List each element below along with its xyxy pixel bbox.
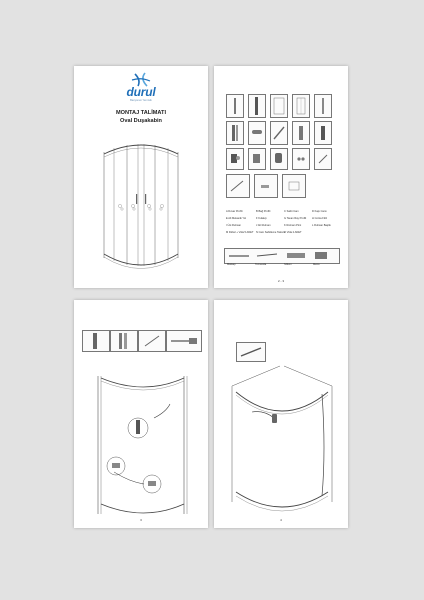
page-number: 2 - 3 xyxy=(277,279,284,283)
fixed-glass-icon xyxy=(271,95,287,117)
roller-pin-icon xyxy=(227,149,243,169)
legend-item: H Conta Fitili xyxy=(312,217,327,220)
tool-label: Silikon xyxy=(284,263,292,266)
part-box-b xyxy=(248,94,266,118)
parts-page xyxy=(214,66,348,288)
part-box-j xyxy=(314,121,332,145)
bottom-track-icon xyxy=(315,95,331,117)
page-number: 4 xyxy=(280,518,282,522)
legend-item: B Bağ Profili xyxy=(256,210,271,213)
legend-item: K Rulman Pimi xyxy=(284,224,302,227)
lower-roller-icon xyxy=(315,122,331,144)
legend-item: L Rulman Başlık xyxy=(312,224,331,227)
legend-item: M Dübel + Vida 5 ADET xyxy=(226,231,254,234)
roller-cap-icon xyxy=(249,149,265,169)
legend-item: C Sabit Cam xyxy=(284,210,299,213)
glass-wedge-icon xyxy=(293,149,309,169)
legend-item: A Duvar Profili xyxy=(226,210,243,213)
tool-label: Tornavida xyxy=(255,263,267,266)
legend-item: O Vida 2 ADET xyxy=(284,231,302,234)
legend-item: G Tavan Ray Profili xyxy=(284,217,307,220)
sealant-icon xyxy=(283,175,305,197)
legend-item: D Kapı Camı xyxy=(312,210,327,213)
wall-profile-icon xyxy=(227,95,243,117)
product-name: Oval Duşakabin xyxy=(120,118,162,124)
part-box-f xyxy=(226,121,244,145)
part-box-n xyxy=(292,148,310,170)
instruction-page-3 xyxy=(74,300,208,528)
legend-item: J Alt Rulman xyxy=(256,224,271,227)
legend-item: F Kulakçı xyxy=(256,217,267,220)
part-box-m xyxy=(270,148,288,170)
part-box-l xyxy=(248,148,266,170)
instruction-page-4 xyxy=(214,300,348,528)
bracket-icon xyxy=(227,122,243,144)
part-box-i xyxy=(292,121,310,145)
assembled-cabin-illustration xyxy=(214,300,348,528)
tool-label: Metre xyxy=(313,263,320,266)
document-title: MONTAJ TALİMATI xyxy=(115,110,167,116)
part-box-d xyxy=(292,94,310,118)
part-box-o xyxy=(314,148,332,170)
silicone-tube-icon xyxy=(255,175,277,197)
dowel-screw-icon xyxy=(271,149,287,169)
door-glass-icon xyxy=(293,95,309,117)
page-number: 3 xyxy=(140,518,142,522)
ceiling-rail-icon xyxy=(249,122,265,144)
tools-strip xyxy=(224,248,340,264)
cover-page xyxy=(74,66,208,288)
connection-profile-icon xyxy=(249,95,265,117)
part-box-e xyxy=(314,94,332,118)
part-box-k xyxy=(226,148,244,170)
part-box-p xyxy=(226,174,250,198)
seal-strip-icon xyxy=(271,122,287,144)
screw-set-icon xyxy=(227,175,249,197)
screw-icon xyxy=(315,149,331,169)
part-box-h xyxy=(270,121,288,145)
installation-illustration xyxy=(74,300,208,528)
brand-tagline: Banyonun Yeni Adı xyxy=(130,99,152,102)
part-box-c xyxy=(270,94,288,118)
part-box-g xyxy=(248,121,266,145)
legend-item: E Alt Mekanik Yol xyxy=(226,217,246,220)
part-box-a xyxy=(226,94,244,118)
shower-cabin-illustration xyxy=(74,66,208,288)
tool-label: Matkap xyxy=(227,263,236,266)
legend-item: I Üst Rulman xyxy=(226,224,241,227)
upper-roller-icon xyxy=(293,122,309,144)
part-box-r xyxy=(282,174,306,198)
legend-item: N Cam Sabitleme Takozu xyxy=(256,231,286,234)
part-box-q xyxy=(254,174,278,198)
tools-illustration xyxy=(225,249,339,263)
brand-name: durul xyxy=(126,85,156,99)
